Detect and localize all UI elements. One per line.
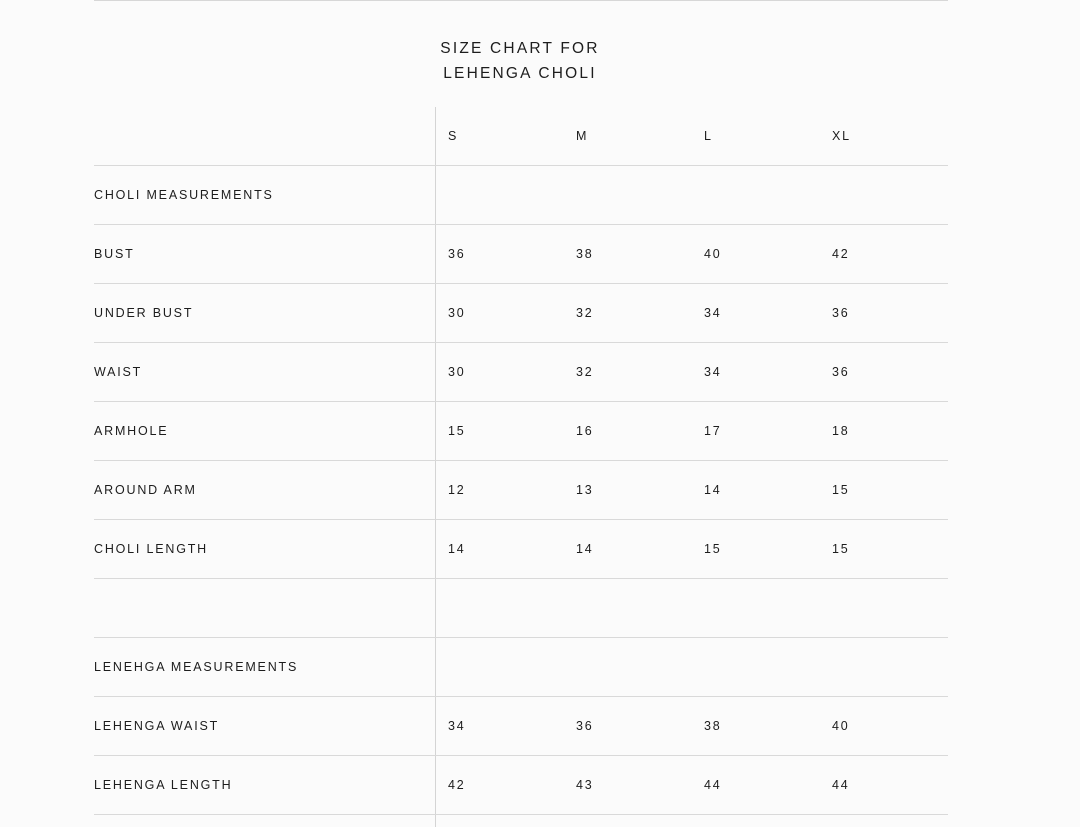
row-label: CHOLI MEASUREMENTS xyxy=(94,188,274,202)
column-header-l: L xyxy=(704,129,713,143)
row-value-s: 34 xyxy=(448,719,466,733)
top-divider xyxy=(94,0,948,1)
row-value-xl: 18 xyxy=(832,424,850,438)
title-line-1: SIZE CHART FOR xyxy=(440,40,600,57)
row-value-s: 12 xyxy=(448,483,466,497)
row-value-xl: 40 xyxy=(832,719,850,733)
size-chart-title xyxy=(345,36,695,86)
row-value-xl: 44 xyxy=(832,778,850,792)
table-row xyxy=(94,756,948,815)
table-header-row xyxy=(94,107,948,166)
row-label: LEHENGA LENGTH xyxy=(94,778,233,792)
row-value-m: 13 xyxy=(576,483,594,497)
row-value-s: 30 xyxy=(448,365,466,379)
column-header-xl: XL xyxy=(832,129,851,143)
table-row xyxy=(94,166,948,225)
row-value-xl: 36 xyxy=(832,365,850,379)
table-row xyxy=(94,343,948,402)
row-label: LENEHGA MEASUREMENTS xyxy=(94,660,299,674)
row-value-s: 14 xyxy=(448,542,466,556)
row-value-m: 16 xyxy=(576,424,594,438)
row-label: CHOLI LENGTH xyxy=(94,542,208,556)
table-row xyxy=(94,402,948,461)
row-value-l: 34 xyxy=(704,365,722,379)
row-value-xl: 42 xyxy=(832,247,850,261)
row-value-l: 15 xyxy=(704,542,722,556)
row-value-xl: 15 xyxy=(832,542,850,556)
row-value-m: 14 xyxy=(576,542,594,556)
row-value-l: 17 xyxy=(704,424,722,438)
row-value-s: 30 xyxy=(448,306,466,320)
column-header-m: M xyxy=(576,129,589,143)
row-label: WAIST xyxy=(94,365,143,379)
row-label xyxy=(94,579,434,637)
row-value-l: 14 xyxy=(704,483,722,497)
table-row xyxy=(94,284,948,343)
column-header-s: S xyxy=(448,129,459,143)
table-row xyxy=(94,638,948,697)
row-value-s: 42 xyxy=(448,778,466,792)
row-value-m: 38 xyxy=(576,247,594,261)
row-value-l: 40 xyxy=(704,247,722,261)
table-row xyxy=(94,520,948,579)
row-value-s: 36 xyxy=(448,247,466,261)
table-row xyxy=(94,461,948,520)
row-value-l: 44 xyxy=(704,778,722,792)
title-line-2: LEHENGA CHOLI xyxy=(443,65,597,82)
row-value-m: 32 xyxy=(576,365,594,379)
row-value-m: 36 xyxy=(576,719,594,733)
table-row xyxy=(94,225,948,284)
row-label: LEHENGA WAIST xyxy=(94,719,220,733)
table-row xyxy=(94,697,948,756)
row-value-m: 43 xyxy=(576,778,594,792)
size-chart-table xyxy=(94,107,948,815)
row-value-s: 15 xyxy=(448,424,466,438)
row-label: BUST xyxy=(94,247,135,261)
row-value-xl: 15 xyxy=(832,483,850,497)
row-label: AROUND ARM xyxy=(94,483,197,497)
row-label: UNDER BUST xyxy=(94,306,194,320)
row-label: ARMHOLE xyxy=(94,424,169,438)
header-label-cell xyxy=(94,107,434,165)
row-value-m: 32 xyxy=(576,306,594,320)
row-value-l: 38 xyxy=(704,719,722,733)
row-value-l: 34 xyxy=(704,306,722,320)
table-row-spacer xyxy=(94,579,948,638)
row-value-xl: 36 xyxy=(832,306,850,320)
